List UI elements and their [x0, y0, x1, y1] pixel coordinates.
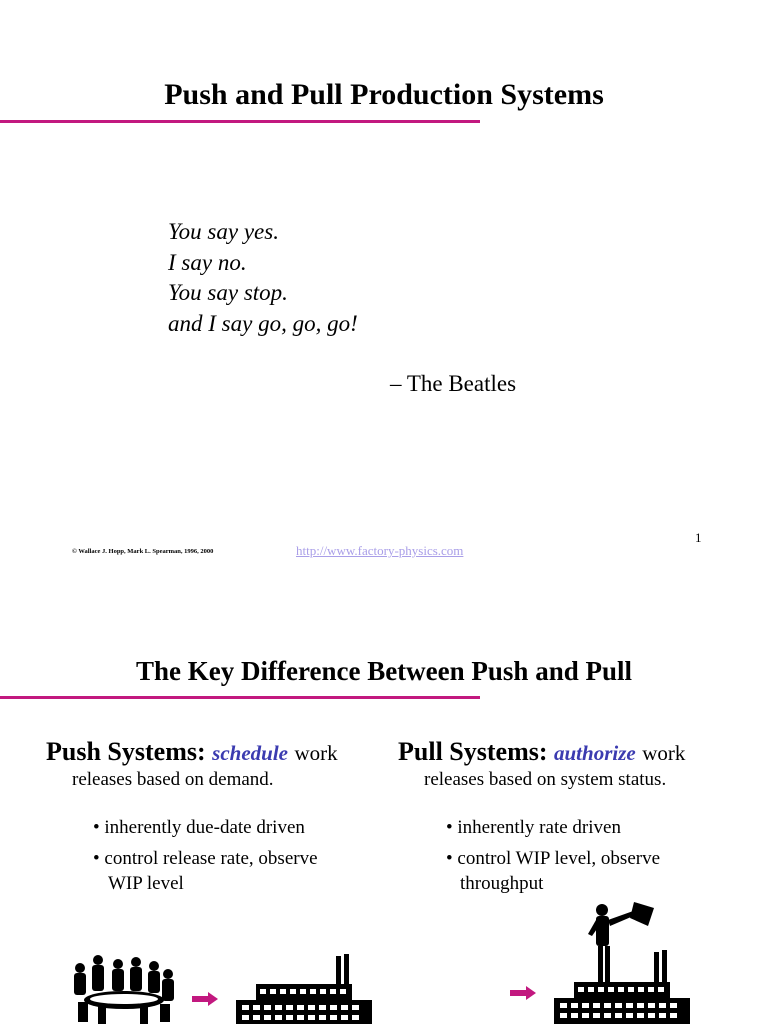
quote-attribution: – The Beatles — [390, 371, 517, 396]
pull-heading-label: Pull Systems: — [398, 737, 548, 766]
slide1-title: Push and Pull Production Systems — [164, 78, 604, 111]
website-link[interactable]: http://www.factory-physics.com — [296, 543, 464, 558]
title-underline — [0, 120, 480, 123]
slide2-title: The Key Difference Between Push and Pull — [136, 656, 632, 686]
push-keyword: schedule — [212, 741, 288, 765]
quote-line-2: I say no. — [168, 250, 247, 275]
quote-line-4: and I say go, go, go! — [168, 311, 358, 336]
push-heading-label: Push Systems: — [46, 737, 206, 766]
pull-keyword: authorize — [554, 741, 636, 765]
pull-bullet-2-cont: throughput — [460, 873, 544, 894]
pull-description: releases based on system status. — [424, 769, 667, 790]
factory-icon — [236, 954, 372, 1024]
pull-arrow-icon — [510, 986, 536, 1000]
push-description: releases based on demand. — [72, 769, 274, 790]
push-bullet-2: • control release rate, observe — [93, 848, 318, 869]
pull-systems-heading — [398, 737, 685, 767]
push-heading-tail: work — [294, 741, 338, 765]
title-underline — [0, 696, 480, 699]
push-arrow-icon — [192, 992, 218, 1006]
factory-with-worker-icon — [554, 900, 690, 1024]
push-bullet-1: • inherently due-date driven — [93, 817, 305, 838]
pull-bullet-2: • control WIP level, observe — [446, 848, 661, 869]
copyright-notice: © Wallace J. Hopp, Mark L. Spearman, 1996, 2000 — [72, 548, 214, 555]
pull-bullet-1: • inherently rate driven — [446, 817, 621, 838]
push-bullet-2-cont: WIP level — [108, 873, 184, 894]
meeting-people-icon — [68, 950, 180, 1024]
page-number: 1 — [695, 530, 702, 545]
push-systems-heading — [46, 737, 338, 767]
quote-line-3: You say stop. — [168, 280, 288, 305]
quote-line-1: You say yes. — [168, 219, 279, 244]
pull-heading-tail: work — [642, 741, 686, 765]
